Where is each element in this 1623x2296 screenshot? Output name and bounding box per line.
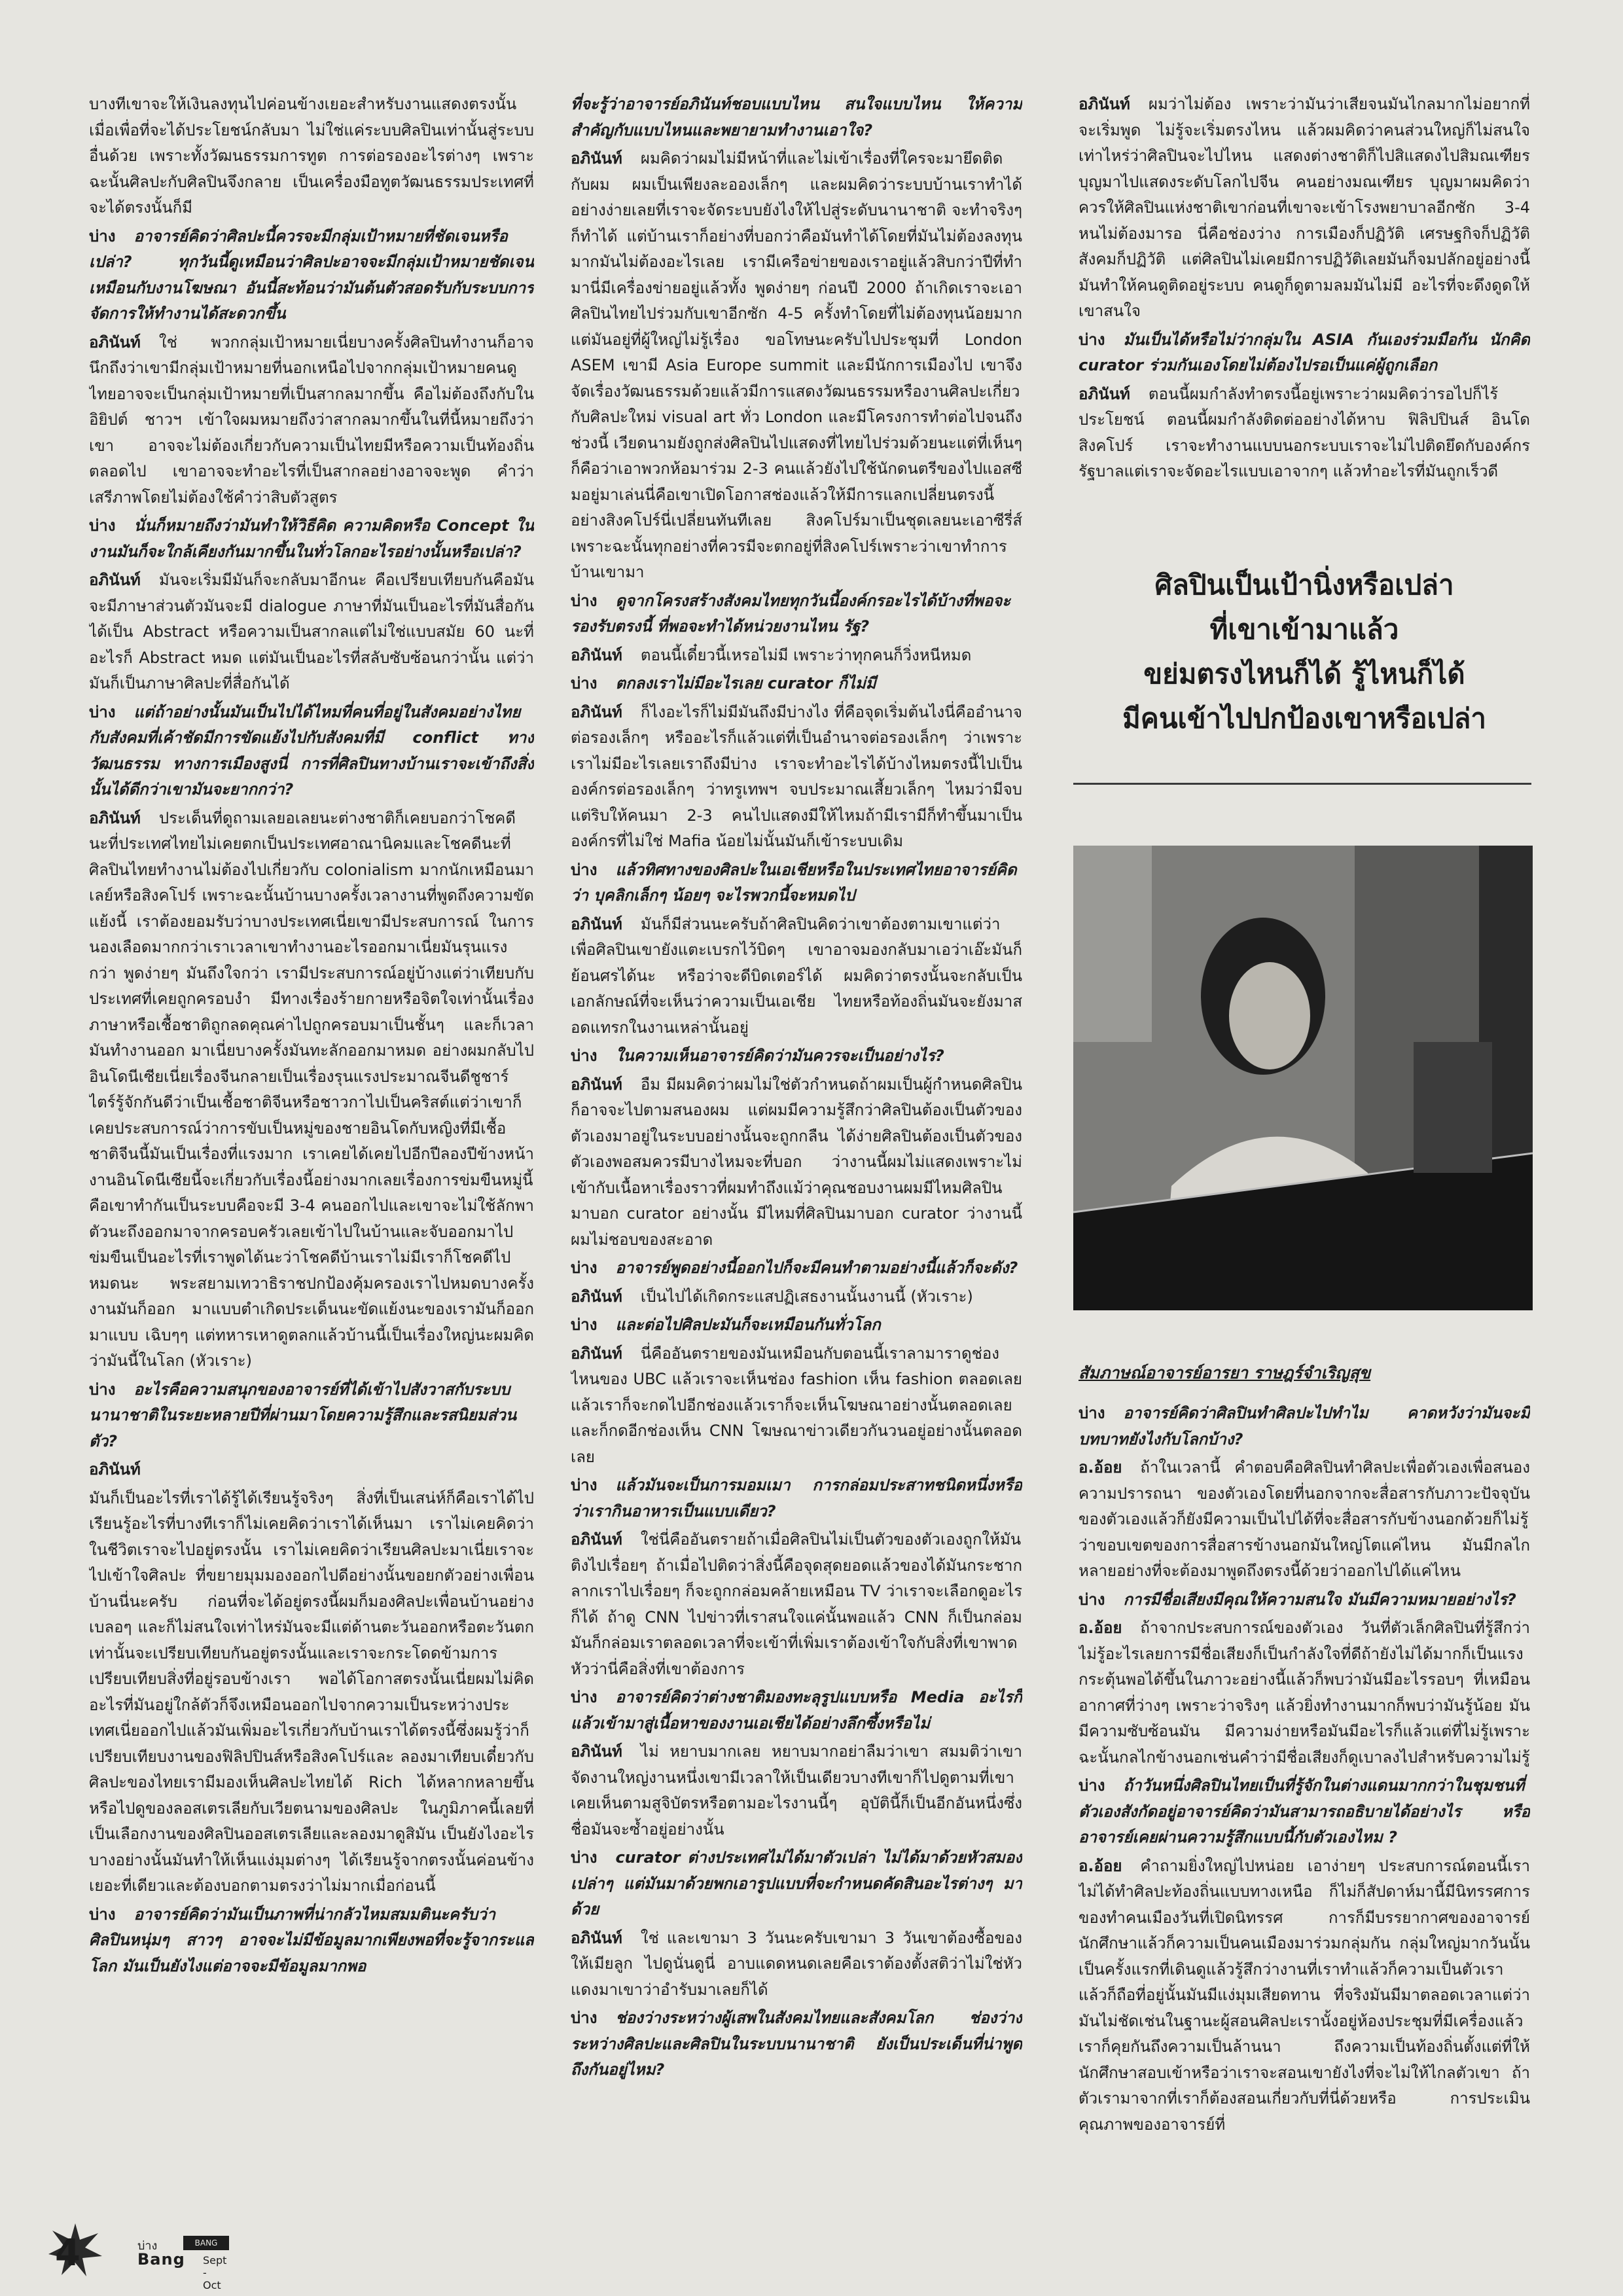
- portrait-photo-icon: [1073, 846, 1533, 1310]
- column-3-bottom: [1079, 1401, 1530, 2173]
- speaker-label: บ่าง: [571, 2009, 597, 2027]
- paragraph-text: ดูจากโครงสร้างสังคมไทยทุกวันนี้องค์กรอะไรได้บ้างที่พอจะรองรับตรงนี้ ที่พอจะทำได้หน่วยงานไหน รัฐ?: [571, 591, 1011, 636]
- paragraph-text: ตอนนี้เดี๋ยวนี้เหรอไม่มี เพราะว่าทุกคนก็วิ่งหนีหมด: [640, 645, 972, 664]
- paragraph-text: นี่คืออันตรายของมันเหมือนกับตอนนี้เราลามาราดูช่องไหนของ UBC แล้วเราจะเห็นช่อง fashion เห็น fashion ตลอดเลยแล้วเราก็จะกดไปอีกช่องแล้วเราก็จะเห็นโฆษณาอย่างนั้นตลอดเลยและก็กดอีกช่องเห็น CNN โฆษณาข่าวเดียวกันวนอยู่อย่างนั้นตลอดเลย: [571, 1344, 1022, 1466]
- paragraph-text: แล้วทิศทางของศิลปะในเอเชียหรือในประเทศไทยอาจารย์คิดว่า บุคลิกเล็กๆ น้อยๆ จะไรพวกนี้จะหมดไป: [571, 860, 1017, 905]
- interview-question: [571, 588, 1022, 640]
- speaker-label: อ.อ้อย: [1079, 1458, 1122, 1477]
- paragraph-text: curator ต่างประเทศไม่ได้มาตัวเปล่า ไม่ได้มาด้วยหัวสมองเปล่าๆ แต่มันมาด้วยพกเอารูปแบบที่จะกำหนดคัดสินอะไรต่างๆ มาด้วย: [571, 1848, 1022, 1918]
- paragraph-text: ในความเห็นอาจารย์คิดว่ามันควรจะเป็นอย่างไร?: [615, 1047, 944, 1065]
- paragraph-text: ช่องว่างระหว่างผู้เสพในสังคมไทยและสังคมโลก ช่องว่างระหว่างศิลปะและศิลปินในระบบนานาชาติ ยังเป็นประเด็นที่น่าพูดถึงกันอยู่ไหม?: [571, 2009, 1022, 2079]
- paragraph-text: ใช่ พวกกลุ่มเป้าหมายเนี่ยบางครั้งศิลปินทำงานก็อาจนึกถึงว่าเขามีกลุ่มเป้าหมายที่นอกเหนือไปจากกลุ่มเป้าหมายคนดูไทยอาจจะเป็นกลุ่มเป้าหมายที่เป็นสากลมากขึ้น คือไม่ต้องถึงกับในอิยิปต์ ชาวฯ เข้าใจผมหมายถึงว่าสากลมากขึ้นในที่นี้หมายถึงว่าเขา อาจจะไม่ต้องเกี่ยวกับความเป็นไทยมีหรือความเป็นท้องถิ่นตลอดไป เขาอาจจะทำอะไรที่เป็นสากลอย่างอาจจะพูด คำว่าเสรีภาพโดยไม่ต้องใช้คำว่าสิบตัวสูตร: [89, 332, 534, 507]
- speaker-label: บ่าง: [89, 702, 116, 721]
- photo-caption: สัมภาษณ์อาจารย์อารยา ราษฎร์จำเริญสุข: [1079, 1363, 1371, 1382]
- speaker-label: บ่าง: [571, 1476, 597, 1494]
- pull-quote-line: ศิลปินเป็นเป้านิ่งหรือเปล่า: [1154, 569, 1454, 601]
- speaker-label: บ่าง: [571, 1688, 597, 1706]
- interview-question: [571, 1685, 1022, 1736]
- paragraph-text: มันจะเริ่มมีมันก็จะกลับมาอีกนะ คือเปรียบเทียบกันคือมันจะมีภาษาส่วนตัวมันจะมี dialogue ภาษาที่มันเป็นอะไรที่มันสื่อกันได้เป็น Abstract หรือความเป็นสากลแต่ไม่ใช่แบบสมัย 60 นะที่อะไรก็ Abstract หมด แต่มันเป็นอะไรที่สลับซับซ้อนกว่านั้น แต่ว่ามันก็เป็นภาษาศิลปะที่สื่อกันได้: [89, 571, 534, 692]
- speaker-label: อภินันท์: [1079, 384, 1130, 403]
- speaker-label: บ่าง: [571, 1259, 597, 1277]
- paragraph-text: ไม่ หยาบมากเลย หยาบมากอย่าลืมว่าเขา สมมติว่าเขาจัดงานใหญ่งานหนึ่งเขามีเวลาให้เป็นเดียวบางทีเขาก็ไปดูตามที่เขาเคยเห็นตามสูจิบัตรหรือตามอะไรงานนี้ๆ อุบัตินี้ก็เป็นอีกอันหนึ่งซึ่งชื่อมันจะซ้ำอยู่อย่างนั้น: [571, 1742, 1022, 1839]
- interview-question: [571, 92, 1022, 143]
- interview-answer: [1079, 1854, 1530, 2138]
- interview-answer: [571, 1739, 1022, 1842]
- speaker-label: อภินันท์: [571, 1928, 622, 1947]
- paragraph-text: บางทีเขาจะให้เงินลงทุนไปค่อนข้างเยอะสำหรับงานแสดงตรงนั้นเมื่อเพื่อที่จะได้ประโยชน์กลับมา ไม่ใช่แค่ระบบศิลปินเท่านั้นสู่ระบบอื่นด้วย เพราะทั้งวัฒนธรรมการทูต การต่อรองอะไรต่างๆ เพราะฉะนั้นศิลปะกับศิลปินจึงกลาย เป็นเครื่องมือทูตวัฒนธรรมประเทศที่จะได้ตรงนั้นก็มี: [89, 95, 534, 217]
- pull-quote-line: มีคนเข้าไปปกป้องเขาหรือเปล่า: [1122, 702, 1486, 734]
- interview-answer: [89, 92, 534, 221]
- interview-answer: [571, 1284, 1022, 1310]
- speaker-label: อภินันท์: [571, 149, 622, 168]
- paragraph-text: อาจารย์คิดว่าศิลปะนี้ควรจะมีกลุ่มเป้าหมายที่ชัดเจนหรือเปล่า? ทุกวันนี้ดูเหมือนว่าศิลปะอาจจะมีกลุ่มเป้าหมายชัดเจนเหมือนกับงานโฆษณา อันนี้สะท้อนว่ามันต้นตัวสอดรับกับระบบการจัดการให้ทำงานได้สะดวกขึ้น: [89, 226, 534, 323]
- speaker-label: อภินันท์: [571, 1344, 622, 1363]
- interview-question: [571, 1845, 1022, 1923]
- interview-question: [571, 1255, 1022, 1282]
- paragraph-text: การมีชื่อเสียงมีคุณให้ความสนใจ มันมีความหมายอย่างไร?: [1123, 1590, 1516, 1609]
- interview-question: [571, 857, 1022, 909]
- interview-answer: [571, 700, 1022, 855]
- portrait-photo: [1073, 846, 1533, 1310]
- interview-answer: [571, 643, 1022, 669]
- speaker-label: บ่าง: [571, 1047, 597, 1065]
- paragraph-text: มันเป็นได้หรือไม่ว่ากลุ่มใน ASIA กันเองร่วมมือกัน นักคิด curator ร่วมกันเองโดยไม่ต้องไปรอเป็นแค่ผู้ถูกเลือก: [1079, 330, 1530, 374]
- paragraph-text: ถ้าจากประสบการณ์ของตัวเอง วันที่ตัวเล็กศิลปินที่รู้สึกว่าไม่รู้อะไรเลยการมีชื่อเสียงก็เป็นกำลังใจที่ดีถ้ายังไม่ได้มากก็เป็นแรงกระตุ้นพอได้ขึ้นในภาวะอย่างนี้แล้วก็พบว่ามันมีอะไรรอบๆ ที่เหมือนอากาศที่ว่างๆ เพราะว่าจริงๆ แล้วยิ่งทำงานมากก็พบว่ามันรู้น้อย มันมีความซับซ้อนมัน มีความง่ายหรือมันมีอะไรก็แล้วแต่ที่ไม่รู้เพราะฉะนั้นกลไกข้างนอกเช่นคำว่ามีชื่อเสียงก็ดูเบาลงไปสำหรับความไม่รู้: [1079, 1619, 1530, 1767]
- speaker-label: อภินันท์: [571, 914, 622, 933]
- speaker-label: อภินันท์: [89, 808, 141, 827]
- interview-answer: [571, 1527, 1022, 1682]
- paragraph-text: ตกลงเราไม่มีอะไรเลย curator ก็ไม่มี: [615, 674, 876, 692]
- speaker-label: อภินันท์: [89, 1460, 141, 1479]
- speaker-label: อภินันท์: [1079, 95, 1130, 113]
- speaker-label: อภินันท์: [89, 571, 141, 589]
- speaker-label: อ.อ้อย: [1079, 1856, 1122, 1875]
- paragraph-text: นั่นก็หมายถึงว่ามันทำให้วิธีคิด ความคิดหรือ Concept ในงานมันก็จะใกล้เคียงกันมากขึ้นในทั่วโลกอะไรอย่างนั้นหรือเปล่า?: [89, 516, 534, 561]
- speaker-label: บ่าง: [1079, 1776, 1105, 1795]
- interview-answer: [571, 146, 1022, 586]
- paragraph-text: อาจารย์คิดว่ามันเป็นภาพที่น่ากลัวไหมสมมตินะครับว่าศิลปินหนุ่มๆ สาวๆ อาจจะไม่มีข้อมูลมากเพียงพอที่จะรู้จากระแสโลก มันเป็นยังไงแต่อาจจะมีข้อมูลมากพอ: [89, 1905, 534, 1975]
- paragraph-text: แล้วมันจะเป็นการมอมเมา การกล่อมประสาทชนิดหนึ่งหรือว่าเรากินอาหารเป็นแบบเดียว?: [571, 1476, 1022, 1520]
- speaker-label: อภินันท์: [571, 1530, 622, 1549]
- interview-question: [89, 1902, 534, 1980]
- interview-question: [89, 224, 534, 327]
- speaker-label: บ่าง: [1079, 1590, 1105, 1609]
- paragraph-text: ผมคิดว่าผมไม่มีหน้าที่และไม่เข้าเรื่องที่ใครจะมายึดติดกับผม ผมเป็นเพียงละอองเล็กๆ และผมคิดว่าระบบบ้านเราทำได้อย่างง่ายเลยที่เราจะจัดระบบยังไงให้ไปสู่ระดับนานาชาติ จะทำจริงๆ ก็ทำได้ แต่บ้านเราก็อย่างที่บอกว่าคือมันทำได้โดยที่มันไม่ต้องลงทุนมากมันไม่ต้องอะไรเลย เรามีเครือข่ายของเราอยู่แล้วสิบกว่าปีที่ทำมานี่มีเครื่องข่ายอยู่แล้วทั้ง พูดง่ายๆ ก่อนปี 2000 ถ้าเกิดเราจะเอาศิลปินไทยไปร่วมกับเขาอีกซัก 4-5 ครั้งทำโดยที่ไม่ต้องทุนน้อยมากแต่มันอยู่ที่ผู้ใหญ่ไม่รู้เรื่อง ขอโทษนะครับไปประชุมที่ London ASEM เขามี Asia Europe summit และมีนักการเมืองไป เขาจึงจัดเรื่องวัฒนธรรมด้วยแล้วมีการแสดงวัฒนธรรมหรืองานศิลปะเกี่ยวกับศิลปะใหม่ visual art ทั่ว London และมีโครงการทำต่อไปจนถึงช่วงนี้ เวียดนามยังถูกส่งศิลปินไปแสดงที่ไทยไปร่วมด้วยนะแต่ที่เห็นๆ ก็คือว่าเอาพวกห้อมาร่วม 2-3 คนแล้วยังไปใช้นักดนตรีของไปแอสซีมอยู่มาเล่นนี่คือเขาเปิดโอกาสช่องแล้วให้มีการแลกเปลี่ยนตรงนี้ อย่างสิงคโปร์นี่เปลี่ยนทันทีเลย สิงคโปร์มาเป็นชุดเลยนะเอาซีรี่ส์ เพราะฉะนั้นทุกอย่างที่ควรมีจะตกอยู่ที่สิงคโปร์เพราะว่าเขาทำการบ้านเขามา: [571, 149, 1022, 581]
- page-number: 4: [55, 2232, 80, 2274]
- speaker-label: อภินันท์: [571, 1075, 622, 1094]
- speaker-label: บ่าง: [571, 674, 597, 692]
- paragraph-text: ก็ไงอะไรก็ไม่มีมันถึงมีบ่างไง ที่คือจุดเริ่มต้นไงนี่คืออำนาจต่อรองเล็กๆ หรืออะไรก็แล้วแต่ที่เป็นอำนาจต่อรองเล็กๆ ว่าเพราะเราไม่มีอะไรเลยเราถึงมีบ่าง เราจะทำอะไรได้บ้างไหมตรงนี้ไปเป็นองค์กรต่อรองเล็กๆ ว่าทรูเทพฯ จบประมาณเสี้ยวเล็กๆ ไหมว่ามีจบแต่ริบให้คนมา 2-3 คนไปแสดงมีให้ไหมถ้ามีเรามีก็ทำขึ้นมาเป็นองค์กรที่ไม่ใช่ Mafia น้อยไม่นั้นมันก็เข้าระบบเดิม: [571, 702, 1022, 850]
- divider-rule: [1073, 783, 1531, 785]
- paragraph-text: อาจารย์พูดอย่างนี้ออกไปก็จะมีคนทำตามอย่างนี้แล้วก็จะดัง?: [615, 1259, 1018, 1277]
- paragraph-text: ใช่ และเขามา 3 วันนะครับเขามา 3 วันเขาต้องซื้อของให้เมียลูก ไปดูนั่นดูนี่ อาบแดดหนดเลยคือเราต้องตั้งสติว่าไม่ใช่หัวแดงมาเขาว่าอำรับมาเลยก็ได้: [571, 1928, 1022, 1999]
- interview-question: [89, 700, 534, 803]
- paragraph-text: ประเด็นที่ดูถามเลยอเลยนะต่างชาติก็เคยบอกว่าโชคดีนะที่ประเทศไทยไม่เคยตกเป็นประเทศอาณานิคมและโชคดีนะที่ศิลปินไทยทำงานไม่ต้องไปเกี่ยวกับ colonialism มากนักเหมือนมาเลย์หรือสิงคโปร์ เพราะฉะนั้นบ้านบางครั้งเวลางานที่พูดถึงความขัดแย้งนี้ เราต้องยอมรับว่าบางประเทศเนี่ยเขามีประสบการณ์ ในการนองเลือดมากกว่าเราเวลาเขาทำงานอะไรออกมาเนี่ยมันรุนแรงกว่า พูดง่ายๆ มันถึงใจกว่า เรามีประสบการณ์อยู่บ้างแต่ว่าเทียบกับประเทศที่เคยถูกครอบงำ มีทางเรื่องร้ายกายหรือจิตใจเท่านั้นเรื่องภาษาหรือเชื้อชาติถูกลดคุณค่าไปถูกครอบมาเป็นชั้นๆ และก็เวลามันทำงานออก มาเนี่ยบางครั้งมันทะลักออกมาหมด อย่างผมกลับไปอินโดนีเซียเนี่ยเรื่องจีนกลายเป็นเรื่องรุนแรงประมาณจีนดีชูชาร์ไตร์รู้จักกันดีว่าเป็นเชื้อชาติจีนหรือชาวกาไปเป็นคริสต์แต่ว่าเขาก็เคยประสบการณ์ว่าการขับเป็นหมู่ของชายอินโดกับหญิงที่มีเชื้อชาติจีนนี้มันเป็นเรื่องที่แรงมาก เราเคยได้เคยไปอีกปีลองปีข้างหน้างานอินโดนีเซียนี้จะเกี่ยวกับเรื่องนี้อย่างมากเลยเรื่องการข่มขืนหมู่นี้คือเขาทำกันเป็นระบบคือจะมี 3-4 คนออกไปและเขาจะไม่ใช้ลักพาตัวนะถึงออกมาจากครอบครัวเลยเข้าไปในบ้านและจับออกมาไปข่มขืนเป็นอะไรที่เราพูดได้นะว่าโชคดีบ้านเราไม่มีเราก็โชคดีไปหมดนะ พระสยามเทวาธิราชปกป้องคุ้มครองเราไปหมดบางครั้งงานมันก็ออก มาแบบตำเกิดประเด็นนะขัดแย้งนะของเรามันก็ออกมาแบบ เฉิบๆๆ แต่ทหารเหาดูตลกแล้วบ้านนี้เป็นเรื่องใหญ่นะผมคิดว่ามันนี้ในโลก (หัวเราะ): [89, 808, 534, 1370]
- speaker-label: อภินันท์: [89, 332, 141, 351]
- magazine-thai-name: บ่าง: [137, 2239, 158, 2253]
- interview-question: [89, 1377, 534, 1455]
- speaker-label: บ่าง: [89, 516, 116, 535]
- interview-answer: [571, 1926, 1022, 2003]
- interview-question: [571, 2005, 1022, 2083]
- speaker-label: บ่าง: [89, 1905, 116, 1924]
- pull-quote: [1079, 563, 1530, 741]
- column-3-top: [1079, 92, 1530, 511]
- speaker-label: บ่าง: [571, 860, 597, 879]
- interview-answer: [571, 1341, 1022, 1471]
- interview-answer: [571, 1072, 1022, 1253]
- paragraph-text: ที่จะรู้ว่าอาจารย์อภินันท์ชอบแบบไหน สนใจแบบไหน ให้ความสำคัญกับแบบไหนและพยายามทำงานเอาใจ?: [571, 95, 1022, 139]
- interview-answer: [571, 912, 1022, 1041]
- interview-answer: [1079, 1615, 1530, 1770]
- speaker-label: อ.อ้อย: [1079, 1619, 1122, 1637]
- interview-answer: [89, 330, 534, 511]
- paragraph-text: อะไรคือความสนุกของอาจารย์ที่ได้เข้าไปสังวาสกับระบบนานาชาติในระยะหลายปีที่ผ่านมาโดยความรู้สึกและรสนิยมส่วนตัว?: [89, 1380, 517, 1450]
- paragraph-text: มันก็เป็นอะไรที่เราได้รู้ได้เรียนรู้จริงๆ สิ่งที่เป็นเสน่ห์ก็คือเราได้ไปเรียนรู้อะไรที่บางทีเราก็ไม่เคยคิดว่าเราได้เห็นมา เราไม่เคยคิดว่าในชีวิตเราจะไปอยู่ตรงนั้น เราไม่เคยคิดว่าเรียนศิลปะมาเนี่ยเราจะไปเข้าใจศิลปะ ที่ขยายมุมมองออกไปดีอย่างนั้นขอยกตัวอย่างเพื่อนบ้านนี่นะครับ ก่อนที่จะได้อยู่ตรงนี้ผมก็มองศิลปะเพื่อนบ้านอย่างเบลอๆ และก็ไม่สนใจเท่าไหร่มันจะมีแต่ด้านตะวันออกหรือตะวันตกเท่านั้นจะเปรียบเทียบกันอยู่ตรงนั้นและเราจะกระโดดข้ามการเปรียบเทียบสิ่งที่อยู่รอบข้างเรา พอได้โอกาสตรงนั้นเนี่ยผมไม่คิดอะไรที่มันอยู่ใกล้ตัวก็จึงเหมือนออกไปจากความเป็นระหว่างประเทศเนี่ยออกไปแล้วมันเพิ่มอะไรเกี่ยวกับบ้านเราได้ตรงนี้ซึ่งผมรู้ว่าก็เปรียบเทียบงานของฟิลิปปินส์หรือสิงคโปร์และ ลองมาเทียบเดี๋ยวกับศิลปะของไทยเรามีมองเห็นศิลปะไทยได้ Rich ได้หลากหลายขึ้นหรือไปดูของลอสเตรเลียกับเวียตนามของศิลปะ ในภูมิภาคนี้เลยที่เป็นเลือกงานของศิลปินออสเตรเลียและลองมาดูสิมัน เป็นยังไงอะไรบางอย่างนั้นมันทำให้เห็นแง่มุมต่างๆ ได้เรียนรู้จากตรงนั้นค่อนข้างเยอะที่เดียวและต้องบอกตามตรงว่าไม่มากเมื่อก่อนนี้: [89, 1488, 534, 1895]
- paragraph-text: ตอนนี้ผมกำลังทำตรงนี้อยู่เพราะว่าผมคิดว่ารอไปก็ไร้ประโยชน์ ตอนนี้ผมกำลังติดต่ออย่างได้หาบ ฟิลิปปินส์ อินโดสิงคโปร์ เราจะทำงานแบบนอกระบบเราจะไม่ไปติดยึดกับองค์กรรัฐบาลแต่เราจะจัดอะไรแบบเอาจากๆ แล้วทำอะไรที่มันถูกเร็วดี: [1079, 384, 1530, 480]
- interview-answer: [1079, 382, 1530, 485]
- speaker-label: บ่าง: [571, 1848, 597, 1867]
- masthead-logo: BANG: [183, 2236, 229, 2250]
- magazine-name: Bang: [137, 2250, 185, 2269]
- interview-question: [571, 671, 1022, 697]
- paragraph-text: แต่ถ้าอย่างนั้นมันเป็นไปได้ไหมที่คนที่อยู่ในสังคมอย่างไทยกับสังคมที่เค้าชัดมีการขัดแย้งไปกับสังคมที่มี conflict ทางวัฒนธรรม ทางการเมืองสูงนี่ การที่ศิลปินทางบ้านเราจะเข้าถึงสิ่งนั้นได้ดีกว่าเขามันจะยากกว่า?: [89, 702, 534, 798]
- interview-question: [571, 1473, 1022, 1524]
- paragraph-text: อาจารย์คิดว่าต่างชาติมองทะลุรูปแบบหรือ Media อะไรก็แล้วเข้ามาสู่เนื้อหาของงานเอเชียได้อย่างลึกซึ้งหรือไม่: [571, 1688, 1022, 1732]
- speaker-label: อภินันท์: [571, 1742, 622, 1761]
- speaker-label: บ่าง: [89, 226, 116, 245]
- paragraph-text: ถ้าในเวลานี้ คำตอบคือศิลปินทำศิลปะเพื่อตัวเองเพื่อสนองความปรารถนา ของตัวเองโดยที่นอกจากจะสื่อสารกับภาวะปัจจุบันของตัวเองแล้วก็ยังมีความเป็นไปได้ที่จะสื่อสารกับข้างนอกด้วยก็ไม่รู้ว่าขอบเขตของการสื่อสารข้างนอกมันใหญ่โตแค่ไหน มันมีกลไกหลายอย่างที่จะต้องมาพูดถึงตรงนี้ด้วยว่าออกไปได้แค่ไหน: [1079, 1458, 1530, 1580]
- speaker-label: บ่าง: [571, 1316, 597, 1334]
- paragraph-text: อืม มีผมคิดว่าผมไม่ใช่ตัวกำหนดถ้าผมเป็นผู้กำหนดศิลปินก็อาจจะไปตามสนองผม แต่ผมมีความรู้สึกว่าศิลปินต้องเป็นตัวของตัวเองมาอยู่ในระบบอย่างนั้นจะถูกกลืน ได้ง่ายศิลปินต้องเป็นตัวของตัวเองพอสมควรมีบางไหมจะที่บอก ว่างานนี้ผมไม่แสดงเพราะไม่เข้ากับเนื้อหาเรื่องราวที่ผมทำถึงแม้ว่าคุณชอบงานผมมีไหมศิลปินมาบอก curator อย่างนั้น มีไหมที่ศิลปินมาบอก curator ว่างานนี้ผมไม่ชอบของสะอาด: [571, 1075, 1022, 1249]
- interview-answer: [89, 1457, 534, 1483]
- pull-quote-line: ที่เขาเข้ามาแล้ว: [1209, 613, 1399, 645]
- pull-quote-line: ขย่มตรงไหนก็ได้ รู้ไหนก็ได้: [1143, 658, 1465, 690]
- speaker-label: อภินันท์: [571, 702, 622, 721]
- interview-question: [1079, 1773, 1530, 1851]
- speaker-label: บ่าง: [89, 1380, 116, 1399]
- interview-answer: [1079, 1455, 1530, 1585]
- column-2: [571, 92, 1022, 2179]
- paragraph-text: อาจารย์คิดว่าศิลปินทำศิลปะไปทำไม คาดหวังว่ามันจะมีบทบาทยังไงกับโลกบ้าง?: [1079, 1404, 1530, 1448]
- column-1: [89, 92, 534, 2160]
- paragraph-text: คำถามยิ่งใหญ่ไปหน่อย เอาง่ายๆ ประสบการณ์ตอนนี้เราไม่ได้ทำศิลปะท้องถิ่นแบบทางเหนือ ก็ไม่ก็สัปดาห์มานี้มีนิทรรศการของทำคนเมืองวันที่เปิดนิทรรศ การก็มีบรรยากาศของอาจารย์นักศึกษาแล้วก็ความเป็นคนเมืองมาร่วมกลุ่มกัน กลุ่มใหญ่มากวันนั้นเป็นครั้งแรกที่เดินดูแล้วรู้สึกว่างานที่เราทำแล้วก็ความเป็นตัวเราแล้วก็ถือที่อยู่นั้นมันมีแง่มุมเสียดทาน ที่จริงมันมีมาตลอดเวลาแต่ว่ามันไม่ชัดเช่นในฐานะผู้สอนศิลปะเรานั้งอยู่ห้องประชุมที่มีเครื่องแล้วเราก็คุยกันถึงความเป็นล้านนา ถึงความเป็นท้องถิ่นตั้งแต่ที่ให้นักศึกษาสอบเข้าหรือว่าเราจะสอนเขายังไงที่จะไม่ให้ไกลตัวเขา ถ้าตัวเรามาจากที่เราก็ต้องสอนเกี่ยวกับที่นี่ด้วยหรือ การประเมินคุณภาพของอาจารย์ที่: [1079, 1856, 1530, 2134]
- paragraph-text: มันก็มีส่วนนะครับถ้าศิลปินคิดว่าเขาต้องตามเขาแต่ว่าเพื่อศิลปินเขายังแตะเบรกไว้บิดๆ เขาอาจมองกลับมาเอว่าเอ๊ะมันก็ย้อนศรได้นะ หรือว่าจะดีบิดเตอร์ได้ ผมคิดว่าตรงนั้นจะกลับเป็นเอกลักษณ์ที่จะเห็นว่าความเป็นเอเชีย ไทยหรือท้องถิ่นมันจะยังมาสอดแทรกในงานเหล่านั้นอยู่: [571, 914, 1022, 1037]
- interview-answer: [89, 806, 534, 1374]
- speaker-label: บ่าง: [1079, 330, 1105, 349]
- paragraph-text: ถ้าวันหนึ่งศิลปินไทยเป็นที่รู้จักในต่างแดนมากกว่าในชุมชนที่ตัวเองสังกัดอยู่อาจารย์คิดว่ามันสามารถอธิบายได้อย่างไร หรืออาจารย์เคยผ่านความรู้สึกแบบนี้กับตัวเองไหม ?: [1079, 1776, 1530, 1846]
- interview-question: [571, 1312, 1022, 1338]
- interview-answer: [89, 567, 534, 697]
- speaker-label: อภินันท์: [571, 645, 622, 664]
- interview-answer: [89, 1486, 534, 1899]
- speaker-label: บ่าง: [571, 591, 597, 610]
- issue-date: Sept - Oct: [203, 2254, 227, 2291]
- paragraph-text: เป็นไปได้เกิดกระแสปฏิเสธงานนั้นงานนี้ (หัวเราะ): [640, 1287, 973, 1306]
- interview-question: [1079, 1401, 1530, 1452]
- speaker-label: บ่าง: [1079, 1404, 1105, 1422]
- paragraph-text: และต่อไปศิลปะมันก็จะเหมือนกันทั่วโลก: [615, 1316, 881, 1334]
- interview-question: [89, 513, 534, 565]
- interview-question: [571, 1043, 1022, 1069]
- interview-answer: [1079, 92, 1530, 325]
- interview-question: [1079, 1587, 1530, 1613]
- paragraph-text: ผมว่าไม่ต้อง เพราะว่ามันว่าเสียจนมันไกลมากไม่อยากที่จะเริ่มพูด ไม่รู้จะเริ่มตรงไหน แล้วผมคิดว่าคนส่วนใหญ่ก็ไม่สนใจเท่าไหร่ว่าศิลปินจะไปไหน แสดงต่างชาติก็ไปสิแสดงไปสิมณเฑียร บุญมาไปแสดงระดับโลกไปจีน คนอย่างมณเฑียร บุญมาผมคิดว่าควรให้ศิลปินแห่งชาติเขาก่อนที่เขาจะเข้าโรงพยาบาลอีกซัก 3-4 หนไม่ต้องมารอ นี่คือช่องว่าง การเมืองก็ปฏิวัติ เศรษฐกิจก็ปฏิวัติ สังคมก็ปฏิวัติ แต่ศิลปินไม่เคยมีการปฏิวัติเลยมันก็จมปลักอยู่อย่างนี้ มันทำให้คนดูติดอยู่ระบบ คนดูก็ดูตามลมมันไม่มี อะไรที่จะดึงดูดให้เขาสนใจ: [1079, 95, 1530, 320]
- paragraph-text: ใช่นี่คืออันตรายถ้าเมื่อศิลปินไม่เป็นตัวของตัวเองถูกให้มันติงไปเรื่อยๆ ถ้าเมื่อไปติดว่าสิ่งนี้คือจุดสุดยอดแล้วของได้มันกระชากลากเราไปเรื่อยๆ ก็จะถูกกล่อมคล้ายเหมือน TV ว่าเราจะเลือกดูอะไรก็ได้ ถ้าดู CNN ไปข่าวที่เราสนใจแค่นั้นพอแล้ว CNN ก็เป็นกล่อมมันก็กล่อมเราตลอดเวลาที่จะเข้าที่เพิ่มเราต้องเข้าใจกับสิ่งที่เขาพาดหัวว่านี่คือสิ่งที่เขาต้องการ: [571, 1530, 1022, 1678]
- interview-question: [1079, 327, 1530, 379]
- speaker-label: อภินันท์: [571, 1287, 622, 1306]
